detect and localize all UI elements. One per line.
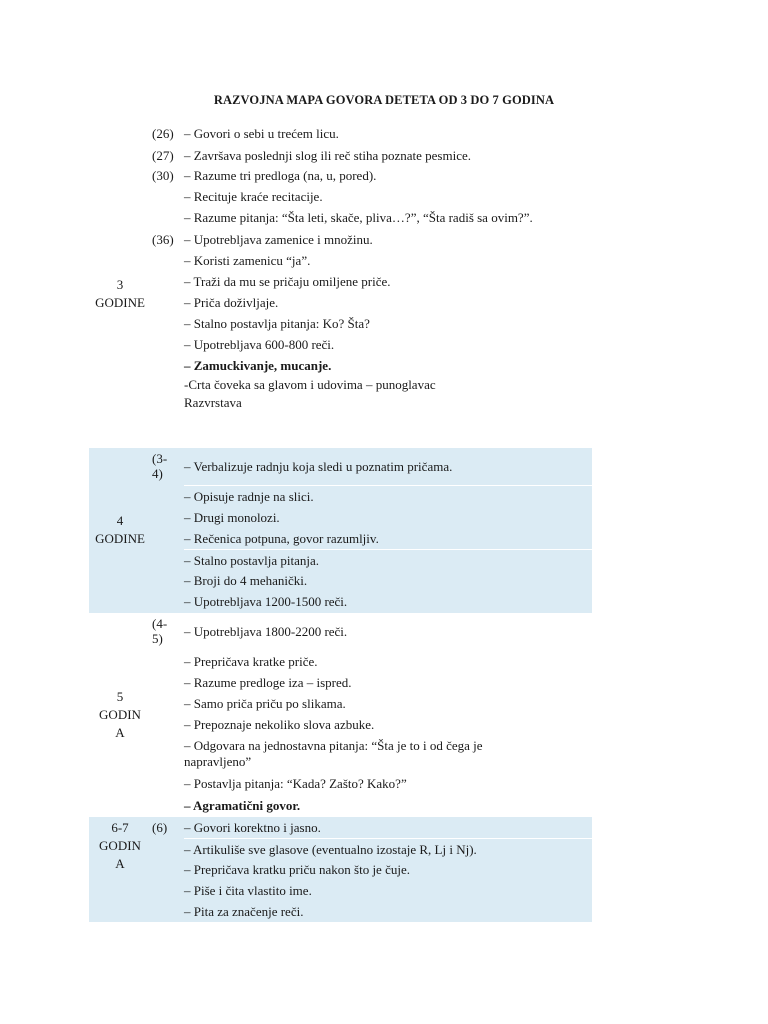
milestone-month: (6) (152, 820, 168, 835)
milestone-text: – Prepričava kratke priče. (184, 654, 318, 669)
page-title: RAZVOJNA MAPA GOVORA DETETA OD 3 DO 7 GODINA (213, 93, 555, 107)
milestone-text: Razvrstava (184, 395, 242, 410)
age-label: 3 GODINE (95, 277, 145, 310)
age-label: 5 GODIN A (99, 689, 141, 740)
age-label: 4 GODINE (95, 513, 145, 546)
milestone-text-bold: – Zamuckivanje, mucanje. (184, 358, 332, 373)
milestone-text: – Samo priča priču po slikama. (184, 696, 346, 711)
milestone-text: – Razume predloge iza – ispred. (184, 675, 352, 690)
milestone-text: – Drugi monolozi. (184, 510, 280, 525)
milestone-text: – Upotrebljava zamenice i množinu. (184, 232, 373, 247)
milestone-text: – Postavlja pitanja: “Kada? Zašto? Kako?” (184, 776, 407, 791)
milestone-text: – Prepoznaje nekoliko slova azbuke. (184, 717, 375, 732)
milestone-text: -Crta čoveka sa glavom i udovima – punoglavac (184, 377, 436, 392)
milestone-text: – Upotrebljava 1800-2200 reči. (184, 624, 348, 639)
milestone-text: – Piše i čita vlastito ime. (184, 883, 312, 898)
milestone-text: – Prepričava kratku priču nakon što je čuje. (184, 862, 410, 877)
milestone-month: (26) (152, 126, 174, 141)
milestone-text: – Stalno postavlja pitanja. (184, 553, 320, 568)
section-6-7-years (89, 817, 592, 922)
milestone-text: – Razume tri predloga (na, u, pored). (184, 168, 377, 183)
milestone-text: – Razume pitanja: “Šta leti, skače, pliva…?”, “Šta radiš sa ovim?”. (184, 210, 533, 225)
milestone-month: (4- 5) (152, 616, 168, 646)
milestone-text: – Govori o sebi u trećem licu. (184, 126, 339, 141)
milestone-text: – Završava poslednji slog ili reč stiha poznate pesmice. (184, 148, 471, 163)
milestone-text: – Upotrebljava 1200-1500 reči. (184, 594, 348, 609)
milestone-month: (30) (152, 168, 174, 183)
milestone-text: – Upotrebljava 600-800 reči. (184, 337, 335, 352)
age-label: 6-7 GODIN A (99, 820, 141, 871)
section-3-years (89, 122, 592, 422)
milestone-text: – Odgovara na jednostavna pitanja: “Šta je to i od čega je napravljeno” (184, 738, 483, 769)
section-4-years (89, 448, 592, 613)
milestone-month: (27) (152, 148, 174, 163)
milestone-text: – Artikuliše sve glasove (eventualno izostaje R, Lj i Nj). (184, 842, 477, 857)
row-divider (184, 549, 592, 550)
milestone-text: – Rečenica potpuna, govor razumljiv. (184, 531, 379, 546)
milestone-month: (3- 4) (152, 451, 168, 481)
milestone-text: – Opisuje radnje na slici. (184, 489, 314, 504)
section-5-years (89, 613, 592, 817)
milestone-text: – Govori korektno i jasno. (184, 820, 321, 835)
row-divider (184, 485, 592, 486)
milestone-text-bold: – Agramatični govor. (184, 798, 301, 813)
milestone-text: – Stalno postavlja pitanja: Ko? Šta? (184, 316, 370, 331)
milestone-text: – Pita za značenje reči. (184, 904, 304, 919)
milestone-month: (36) (152, 232, 174, 247)
milestone-text: – Recituje kraće recitacije. (184, 189, 323, 204)
milestone-text: – Priča doživljaje. (184, 295, 279, 310)
row-divider (184, 838, 592, 839)
milestone-text: – Koristi zamenicu “ja”. (184, 253, 311, 268)
milestone-text: – Broji do 4 mehanički. (184, 573, 308, 588)
milestone-text: – Traži da mu se pričaju omiljene priče. (184, 274, 391, 289)
milestone-text: – Verbalizuje radnju koja sledi u poznatim pričama. (184, 459, 453, 474)
